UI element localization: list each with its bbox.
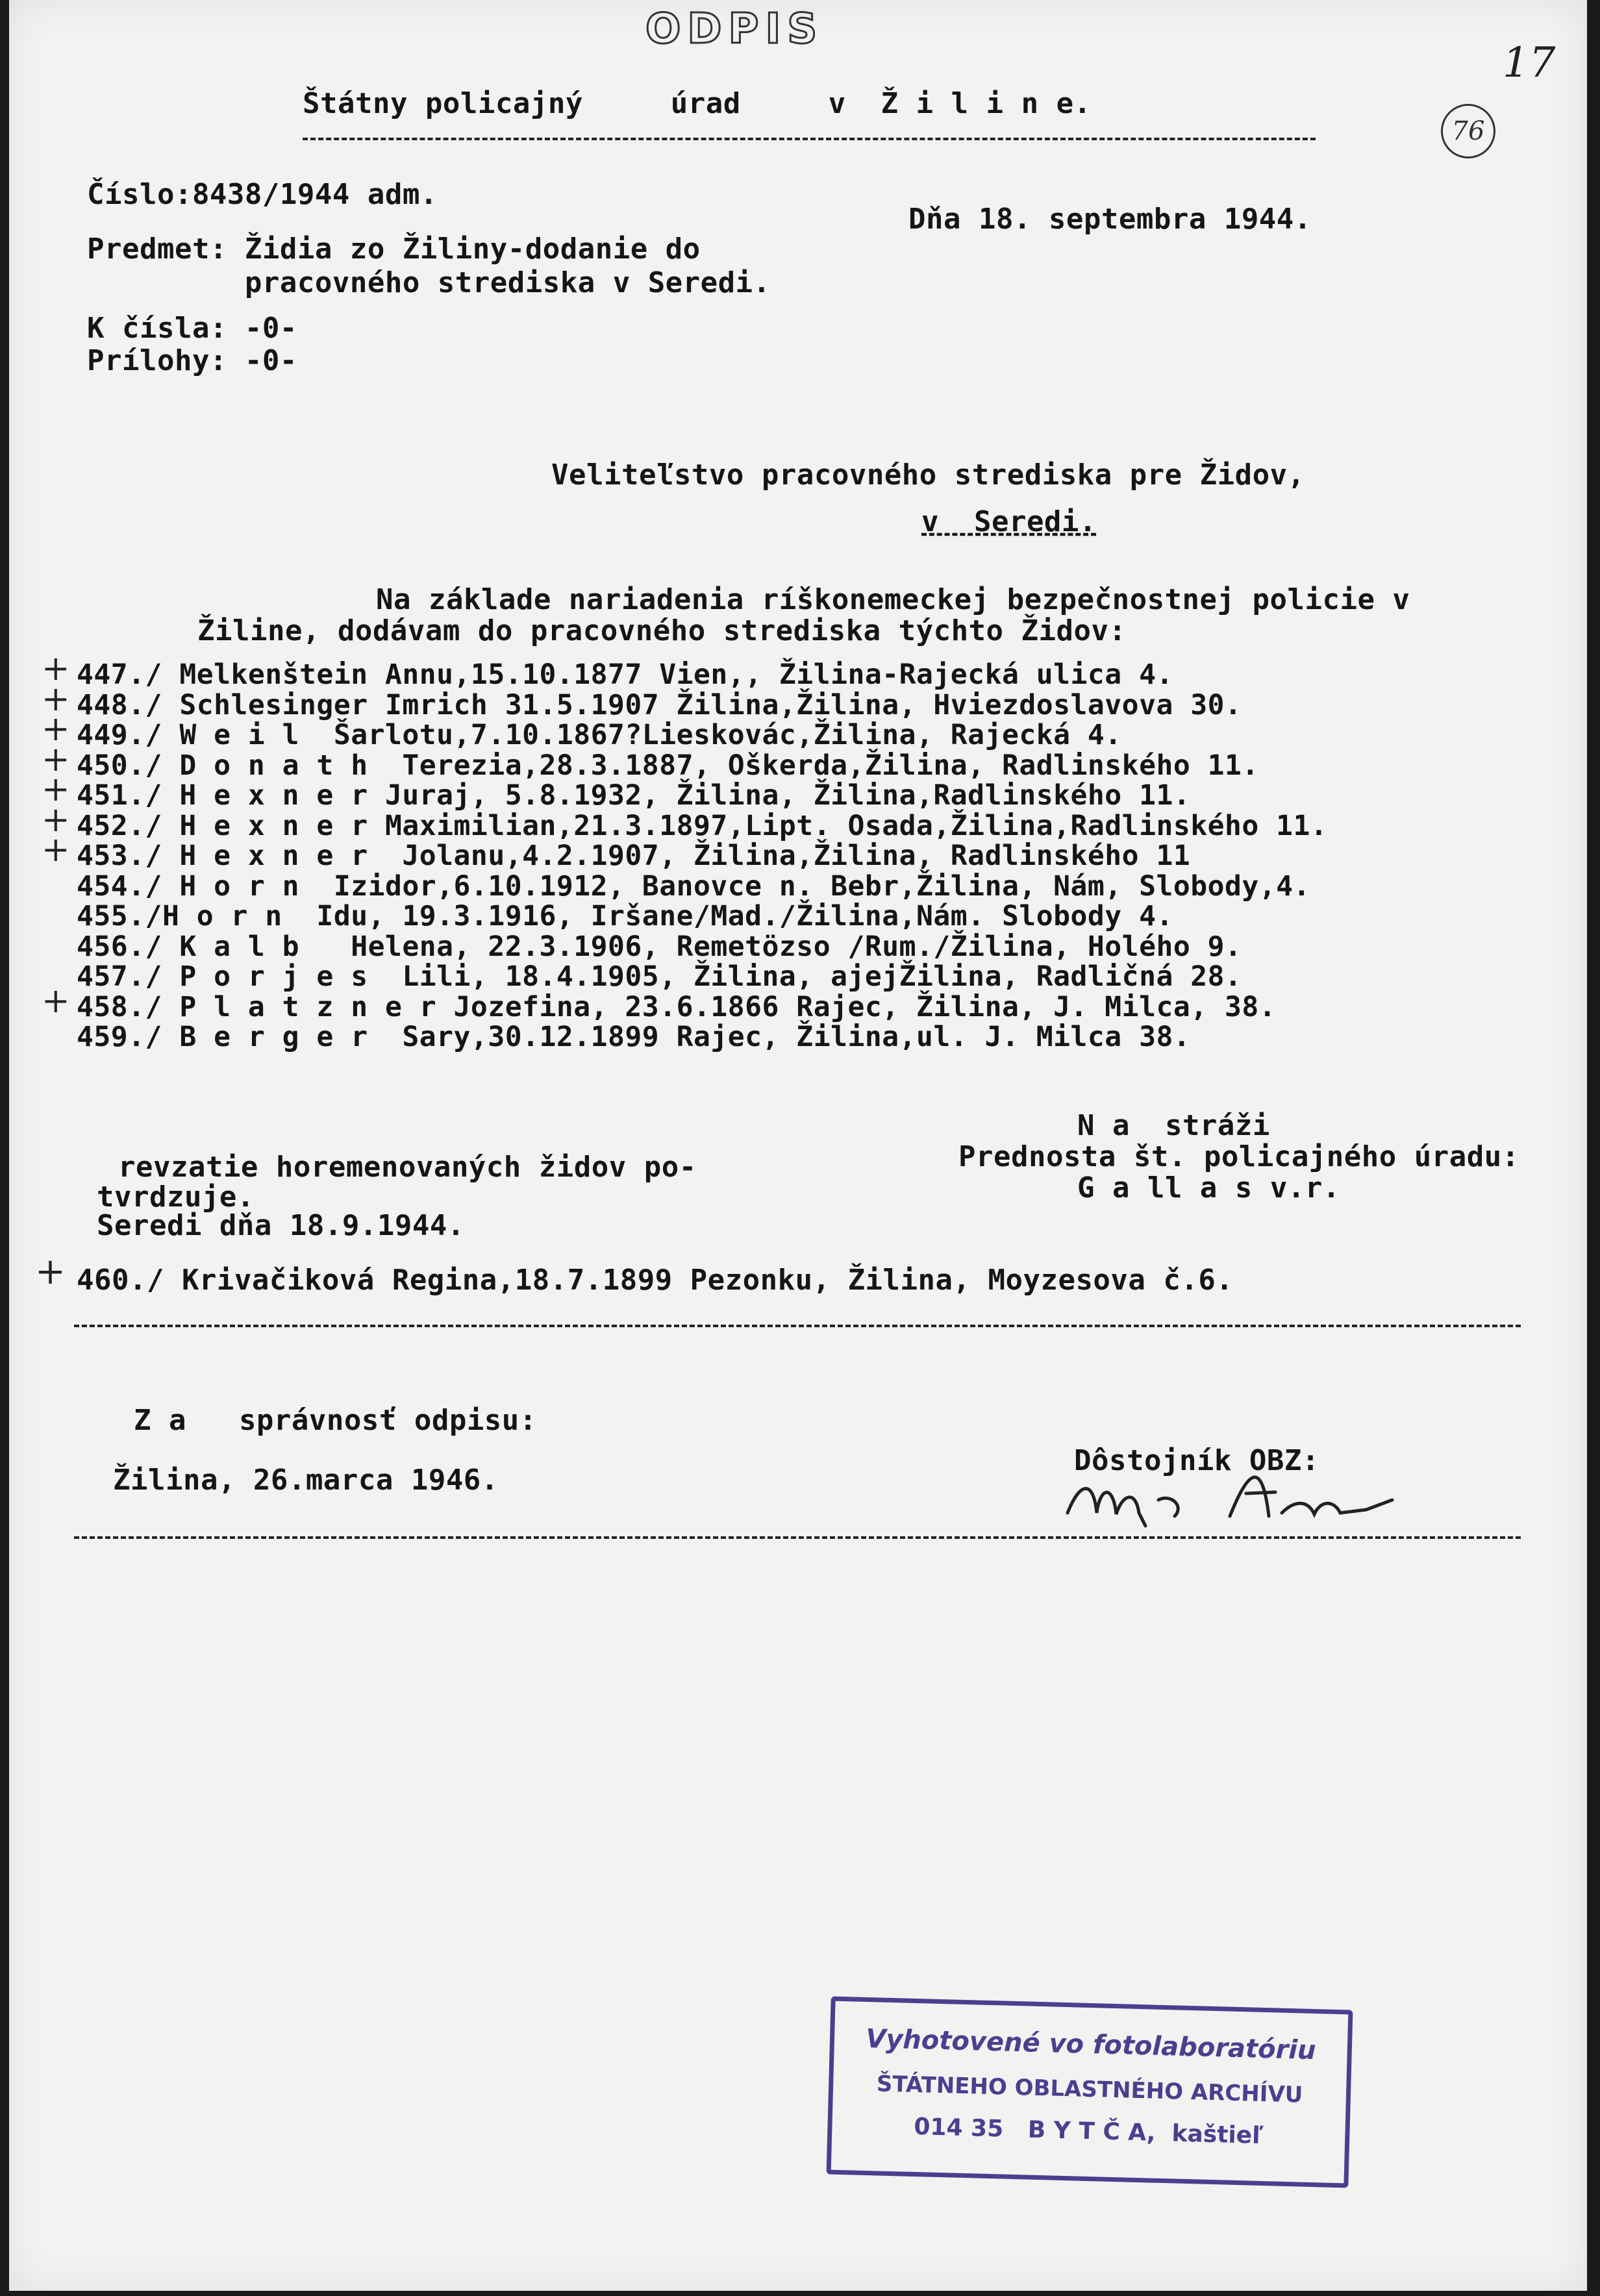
officer-signature: [1061, 1454, 1399, 1532]
list-item: 456./ K a l b Helena, 22.3.1906, Remetözso /Rum./Žilina, Holého 9.: [77, 930, 1242, 963]
receipt-line-2: tvrdzuje.: [97, 1180, 255, 1214]
intro-line-2: Žiline, dodávam do pracovného strediska týchto Židov:: [197, 614, 1127, 647]
header-rule: [303, 138, 1316, 140]
addressee-line-2: v Seredi.: [921, 505, 1097, 538]
attachments-field: Prílohy: -0-: [87, 344, 297, 377]
list-item: 454./ H o r n Izidor,6.10.1912, Banovce n. Bebr,Žilina, Nám, Slobody,4.: [77, 869, 1310, 903]
list-item: 455./H o r n Idu, 19.3.1916, Iršane/Mad./Žilina,Nám. Slobody 4.: [77, 900, 1173, 932]
document-date: Dňa 18. septembra 1944.: [908, 203, 1312, 236]
list-item: 449./ W e i l Šarlotu,7.10.1867?Lieskovác,Žilina, Rajecká 4.: [77, 719, 1122, 751]
section-rule-1: [74, 1325, 1521, 1327]
office-header: Štátny policajný úrad v Ž i l i n e.: [303, 87, 1092, 120]
subject-line-1: Predmet: Židia zo Žiliny-dodanie do: [87, 232, 701, 266]
receipt-line-1: revzatie horemenovaných židov po-: [118, 1151, 697, 1184]
entry-mark: +: [42, 679, 70, 719]
archive-stamp-line-1: Vyhotovené vo fotolaboratóriu: [865, 2023, 1317, 2066]
guard-line-1: N a stráži: [1077, 1109, 1270, 1142]
entry-mark: +: [42, 800, 70, 840]
certification-line: Z a správnosť odpisu:: [134, 1404, 537, 1437]
archive-stamp-line-2: ŠTÁTNEHO OBLASTNÉHO ARCHÍVU: [876, 2071, 1303, 2108]
guard-signature: G a ll a s v.r.: [1077, 1171, 1340, 1204]
guard-line-2: Prednosta št. policajného úradu:: [958, 1140, 1519, 1173]
officer-title: Dôstojník OBZ:: [1074, 1444, 1319, 1477]
intro-line-1: Na základe nariadenia ríškonemeckej bezpečnostnej policie v: [376, 583, 1410, 616]
list-item: 453./ H e x n e r Jolanu,4.2.1907, Žilina,Žilina, Radlinského 11: [77, 840, 1191, 872]
extra-entry-mark: +: [35, 1251, 66, 1293]
list-item: 452./ H e x n e r Maximilian,21.3.1897,Lipt. Osada,Žilina,Radlinského 11.: [77, 809, 1328, 842]
list-item: 447./ Melkenštein Annu,15.10.1877 Vien,, Žilina-Rajecká ulica 4.: [77, 658, 1173, 691]
entry-mark: +: [42, 649, 70, 688]
list-item: 450./ D o n a t h Terezia,28.3.1887, Oškerda,Žilina, Radlinského 11.: [77, 749, 1259, 782]
archive-stamp-line-3: 014 35 B Y T Č A, kaštieľ: [913, 2113, 1264, 2150]
subject-line-2: pracovného strediska v Seredi.: [87, 266, 771, 299]
list-item: 457./ P o r j e s Lili, 18.4.1905, Žilina, ajejŽilina, Radličná 28.: [77, 960, 1242, 993]
entry-mark: +: [42, 981, 70, 1021]
list-item: 459./ B e r g e r Sary,30.12.1899 Rajec, Žilina,ul. J. Milca 38.: [77, 1021, 1191, 1053]
addressee-line-1: Veliteľstvo pracovného strediska pre Židov,: [551, 458, 1305, 492]
document-sheet: [9, 0, 1587, 2291]
list-item: 451./ H e x n e r Juraj, 5.8.1932, Žilina, Žilina,Radlinského 11.: [77, 779, 1191, 812]
entry-mark: +: [42, 830, 70, 869]
entry-mark: +: [42, 770, 70, 809]
list-item: 448./ Schlesinger Imrich 31.5.1907 Žilina,Žilina, Hviezdoslavova 30.: [77, 688, 1242, 721]
entry-mark: +: [42, 740, 70, 779]
receipt-line-3: Seredi dňa 18.9.1944.: [97, 1209, 465, 1242]
folio-circle: 76: [1441, 104, 1495, 158]
odpis-stamp: ODPIS: [645, 5, 824, 53]
certification-place-date: Žilina, 26.marca 1946.: [113, 1464, 499, 1497]
reference-number: Číslo:8438/1944 adm.: [87, 178, 438, 211]
section-rule-2: [74, 1536, 1521, 1539]
extra-entry: 460./ Krivačiková Regina,18.7.1899 Pezonku, Žilina, Moyzesova č.6.: [77, 1264, 1234, 1297]
list-item: 458./ P l a t z n e r Jozefina, 23.6.1866 Rajec, Žilina, J. Milca, 38.: [77, 990, 1277, 1023]
ref-number-field: K čísla: -0-: [87, 312, 297, 345]
archive-stamp: [827, 1997, 1353, 2188]
entry-mark: +: [42, 710, 70, 749]
page-number: 17: [1503, 39, 1556, 87]
